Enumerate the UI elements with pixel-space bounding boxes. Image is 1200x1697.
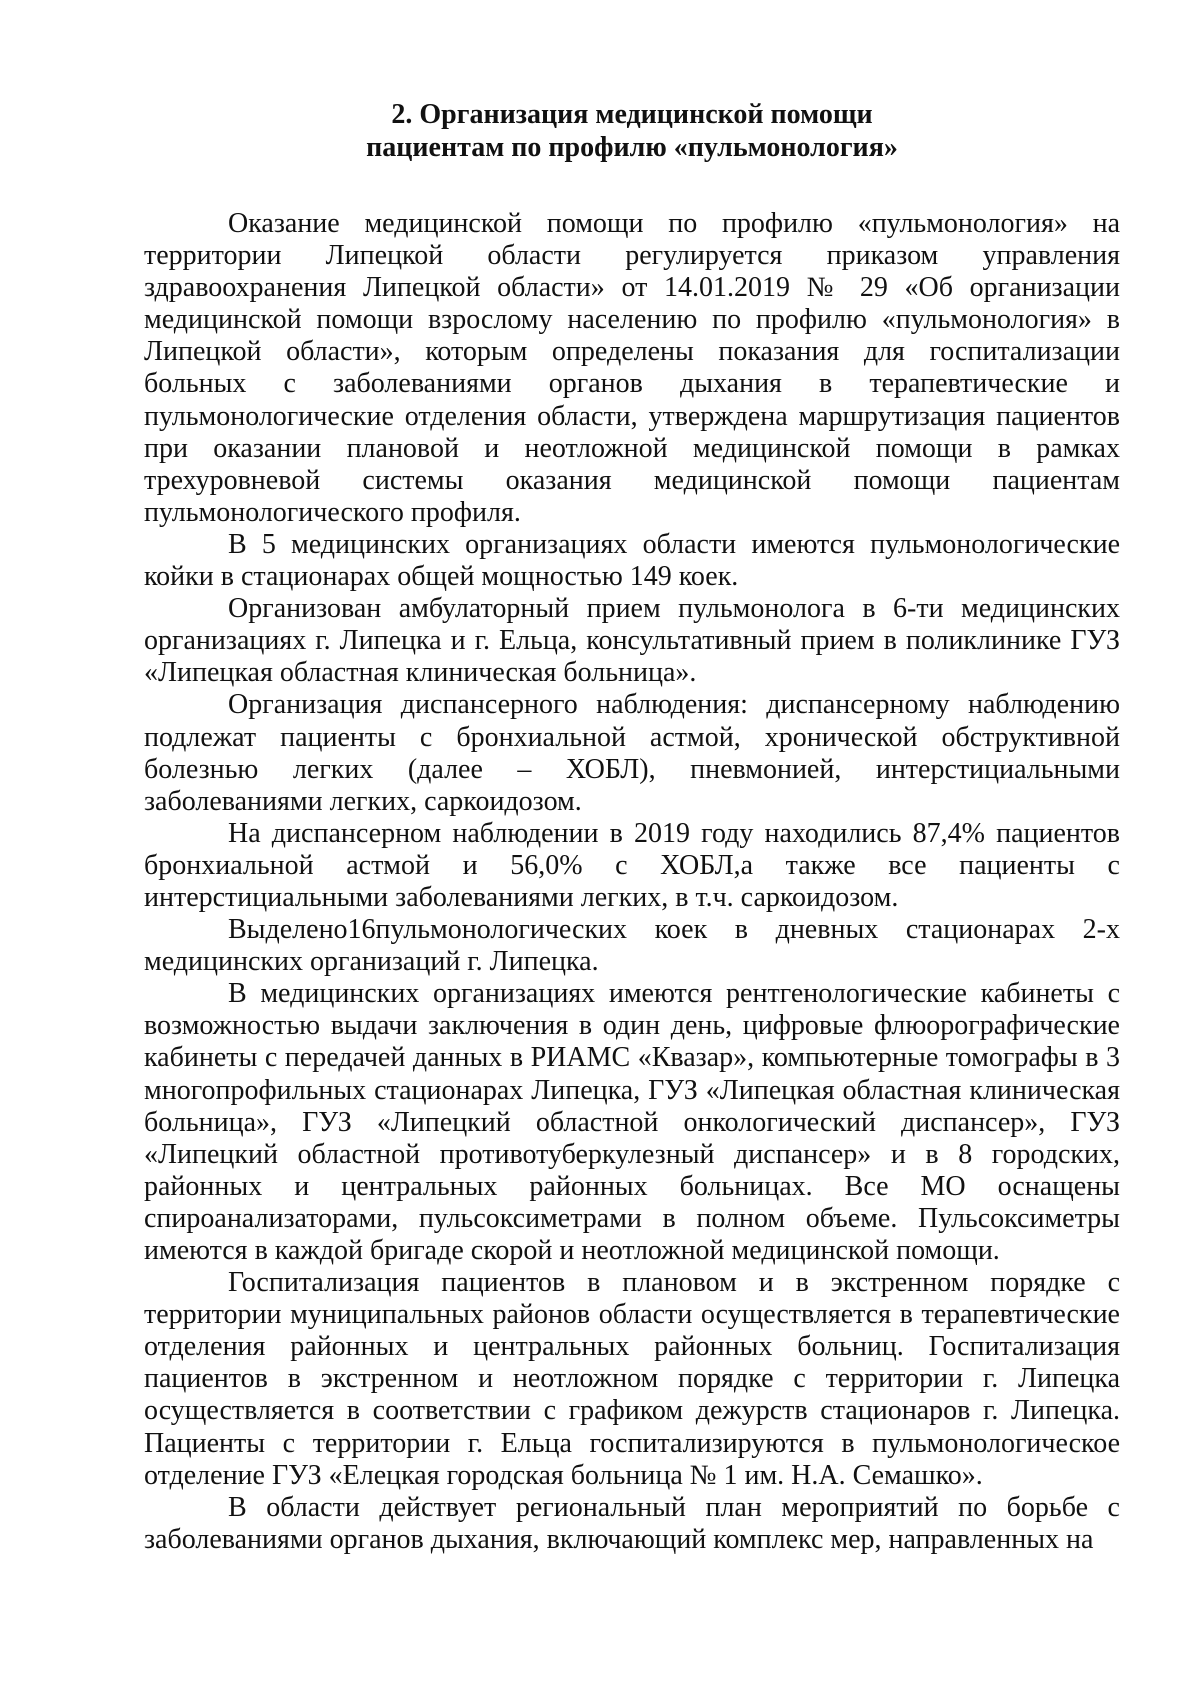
heading-line-2: пациентам по профилю «пульмонология» — [366, 132, 898, 163]
paragraph-regional-plan: В области действует региональный план мероприятий по борьбе с заболеваниями органов дыхания, включающий комплекс мер, направленных на — [144, 1491, 1120, 1555]
paragraph-day-hospital: Выделено16пульмонологических коек в дневных стационарах 2-х медицинских организаций г. Липецка. — [144, 914, 1120, 978]
paragraph-outpatient: Организован амбулаторный прием пульмонолога в 6-ти медицинских организациях г. Липецка и г. Ельца, консультативный прием в поликлинике ГУЗ «Липецкая областная клиническая больница». — [144, 593, 1120, 689]
heading-line-1: 2. Организация медицинской помощи — [391, 99, 873, 130]
paragraph-regulation: Оказание медицинской помощи по профилю «пульмонология» на территории Липецкой области регулируется приказом управления здравоохранения Липецкой области» от 14.01.2019 № 29 «Об организации медицинской помощи взрослому населению по профилю «пульмонология» в Липецкой области», которым определены показания для госпитализации больных с заболеваниями органов дыхания в терапевтические и пульмонологические отделения области, утверждена маршрутизация пациентов при оказании плановой и неотложной медицинской помощи в рамках трехуровневой системы оказания медицинской помощи пациентам пульмонологического профиля. — [144, 208, 1120, 528]
paragraph-beds: В 5 медицинских организациях области имеются пульмонологические койки в стационарах общей мощностью 149 коек. — [144, 528, 1120, 593]
document-page — [144, 98, 1120, 1556]
paragraph-dispensary: Организация диспансерного наблюдения: диспансерному наблюдению подлежат пациенты с бронхиальной астмой, хронической обструктивной болезнью легких (далее – ХОБЛ), пневмонией, интерстициальными заболеваниями легких, саркоидозом. — [144, 689, 1120, 817]
paragraph-hospitalization: Госпитализация пациентов в плановом и в экстренном порядке с территории муниципальных районов области осуществляется в терапевтические отделения районных и центральных районных больниц. Госпитализация пациентов в экстренном и неотложном порядке с территории г. Липецка осуществляется в соответствии с графиком дежурств стационаров г. Липецка. Пациенты с территории г. Ельца госпитализируются в пульмонологическое отделение ГУЗ «Елецкая городская больница № 1 им. Н.А. Семашко». — [144, 1267, 1120, 1491]
paragraph-equipment: В медицинских организациях имеются рентгенологические кабинеты с возможностью выдачи заключения в один день, цифровые флюорографические кабинеты с передачей данных в РИАМС «Квазар», компьютерные томографы в 3 многопрофильных стационарах Липецка, ГУЗ «Липецкая областная клиническая больница», ГУЗ «Липецкий областной онкологический диспансер», ГУЗ «Липецкий областной противотуберкулезный диспансер» и в 8 городских, районных и центральных районных больницах. Все МО оснащены спироанализаторами, пульсоксиметрами в полном объеме. Пульсоксиметры имеются в каждой бригаде скорой и неотложной медицинской помощи. — [144, 978, 1120, 1266]
paragraph-dispensary-stats: На диспансерном наблюдении в 2019 году находились 87,4% пациентов бронхиальной астмой и 56,0% с ХОБЛ,а также все пациенты с интерстициальными заболеваниями легких, в т.ч. саркоидозом. — [144, 817, 1120, 913]
section-heading — [144, 98, 1120, 164]
